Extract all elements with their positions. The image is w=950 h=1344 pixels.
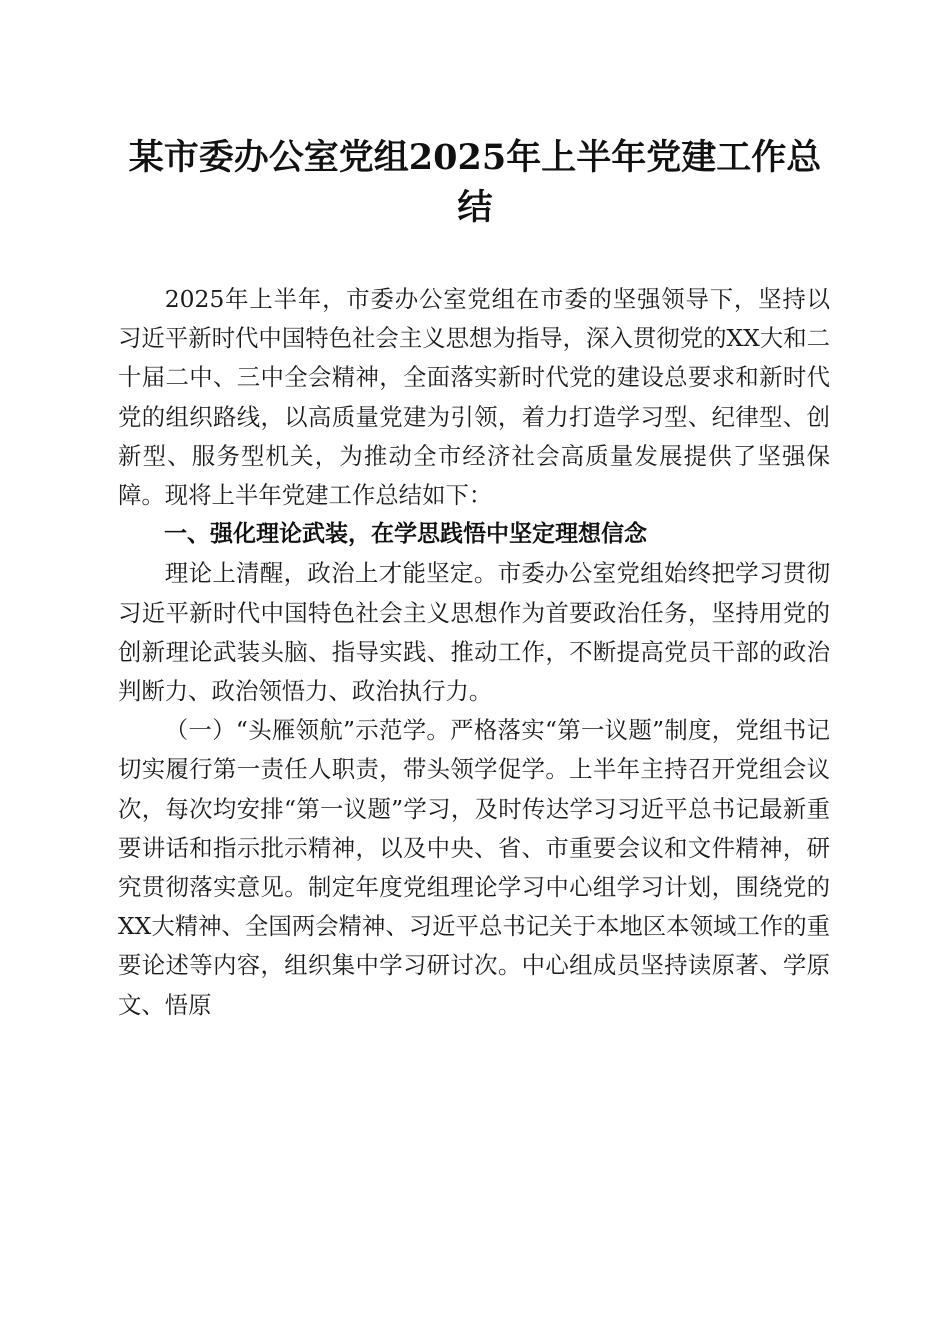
document-title: 某市委办公室党组2025年上半年党建工作总结 (128, 137, 822, 228)
section-heading-1: 一、强化理论武装，在学思践悟中坚定理想信念 (164, 521, 647, 548)
subsection-1-paragraph: （一）“头雁领航”示范学。严格落实“第一议题”制度，党组书记切实履行第一责任人职责，带头领学促学。上半年主持召开党组会议次，每次均安排“第一议题”学习，及时传达学习习近平总书记最新重要讲话和指示批示精神，以及中央、省、市重要会议和文件精神，研究贯彻落实意见。制定年度党组理论学习中心组学习计划，围绕党的XX大精神、全国两会精神、习近平总书记关于本地区本领域工作的重要论述等内容，组织集中学习研讨次。中心组成员坚持读原著、学原文、悟原 (118, 716, 830, 1019)
document-body (118, 280, 830, 1025)
section-1-paragraph: 理论上清醒，政治上才能坚定。市委办公室党组始终把学习贯彻习近平新时代中国特色社会主义思想作为首要政治任务，坚持用党的创新理论武装头脑、指导实践、推动工作，不断提高党员干部的政治判断力、政治领悟力、政治执行力。 (118, 559, 830, 706)
intro-paragraph: 2025年上半年，市委办公室党组在市委的坚强领导下，坚持以习近平新时代中国特色社会主义思想为指导，深入贯彻党的XX大和二十届二中、三中全会精神，全面落实新时代党的建设总要求和新时代党的组织路线，以高质量党建为引领，着力打造学习型、纪律型、创新型、服务型机关，为推动全市经济社会高质量发展提供了坚强保障。现将上半年党建工作总结如下： (118, 285, 830, 510)
